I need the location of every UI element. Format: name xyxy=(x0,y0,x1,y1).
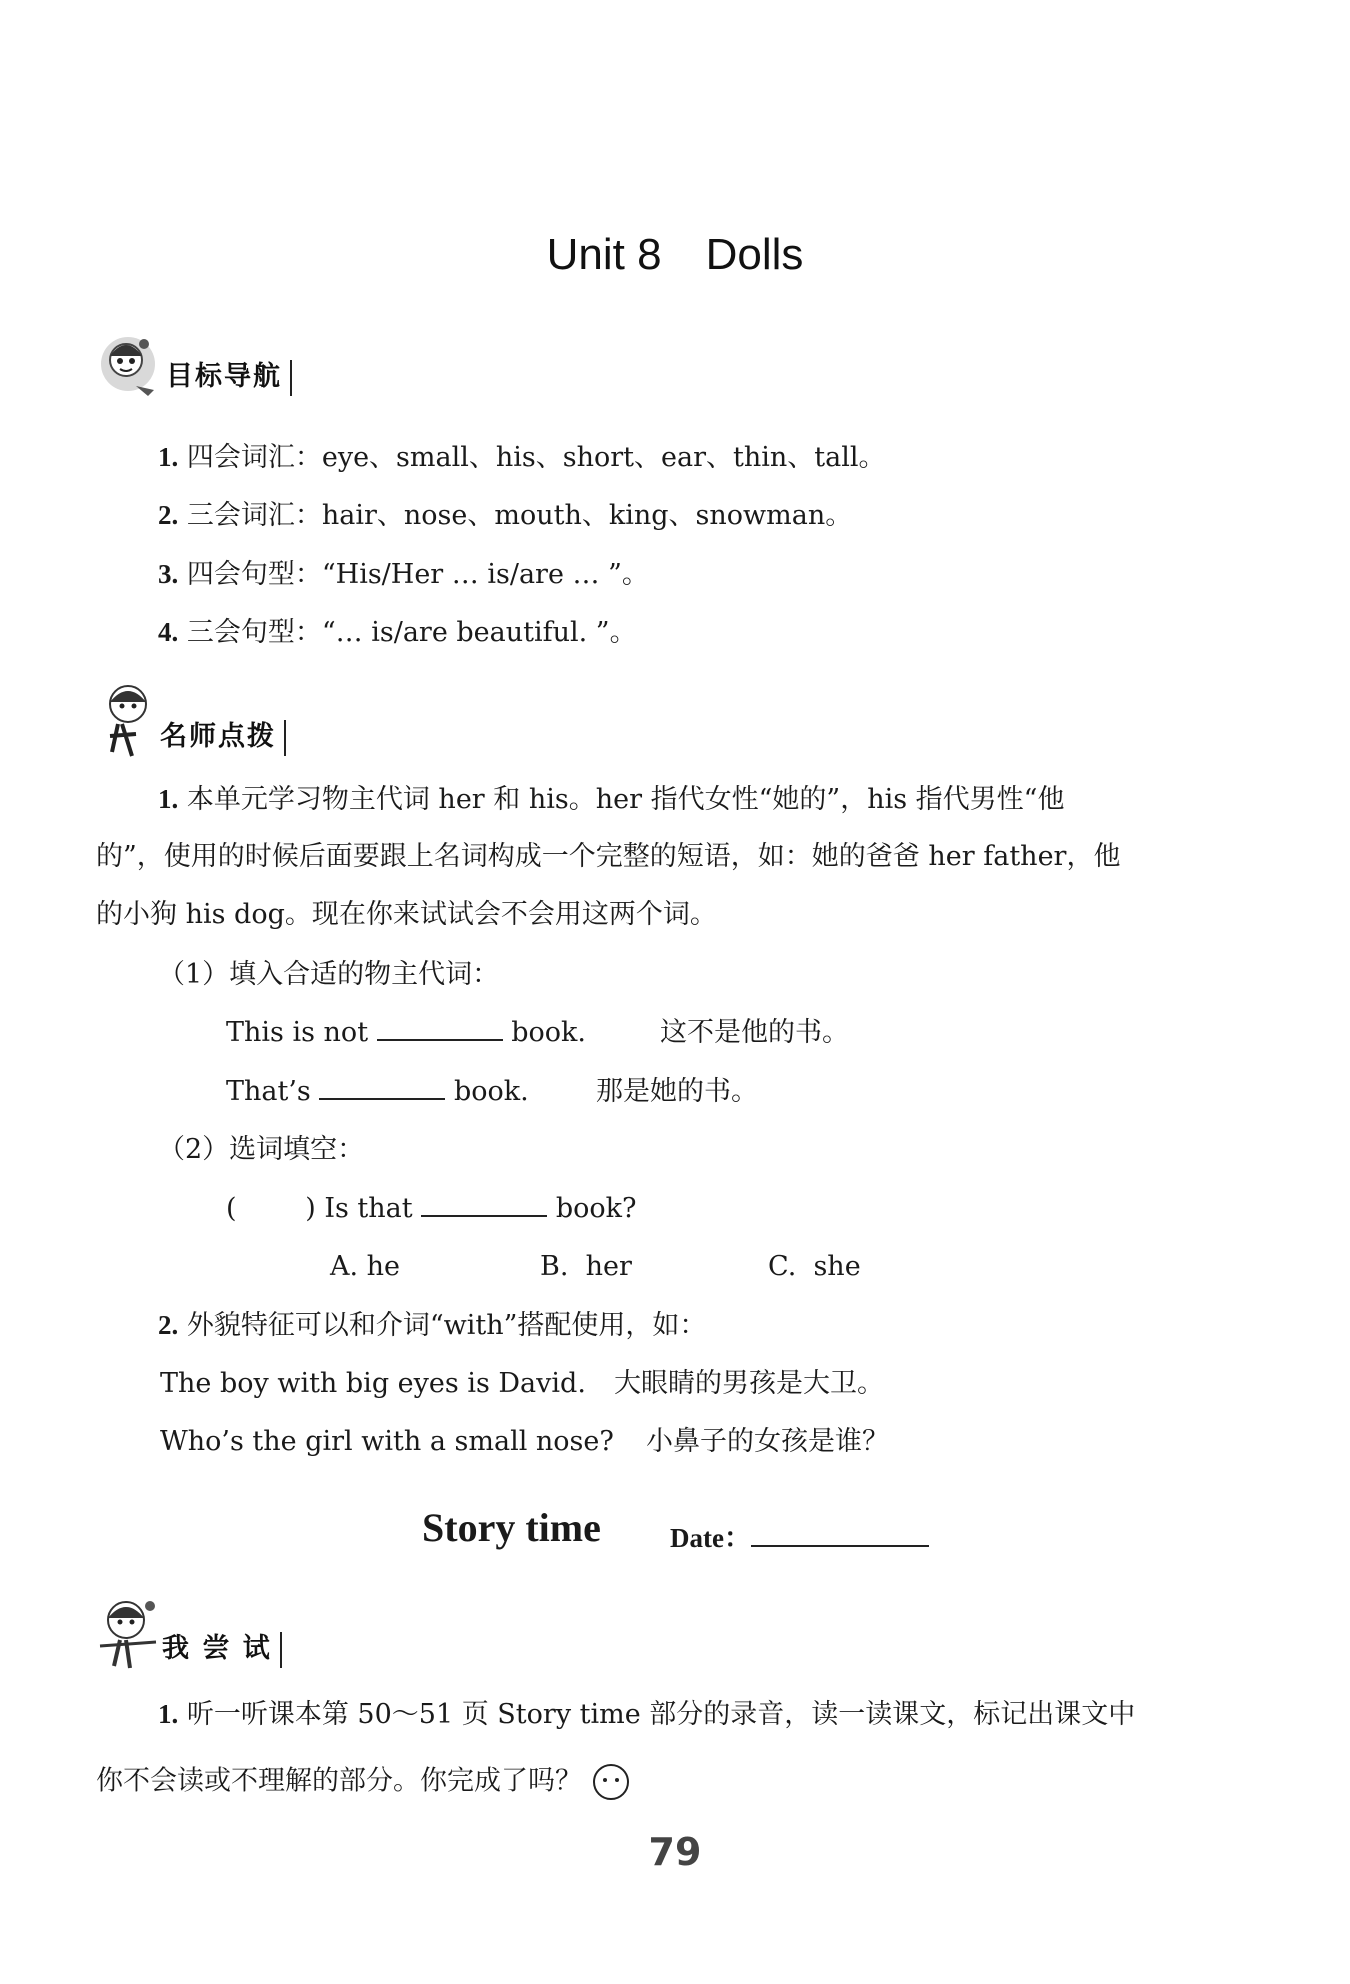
example-1-english: The boy with big eyes is David. xyxy=(160,1368,586,1399)
question-1-sentence-2: That’s book. xyxy=(226,1076,529,1107)
tips-paragraph-1-line-3: 的小狗 his dog。现在你来试试会不会用这两个词。 xyxy=(96,899,717,930)
teacher-mascot-icon xyxy=(100,680,162,760)
try-item-1-line-2: 你不会读或不理解的部分。你完成了吗？ xyxy=(96,1762,631,1802)
tips-paragraph-2-line-1: 2. 外貌特征可以和介词“with”搭配使用，如： xyxy=(158,1310,707,1341)
answer-blank[interactable] xyxy=(421,1193,547,1217)
date-field xyxy=(670,1516,929,1555)
answer-blank[interactable] xyxy=(377,1017,503,1041)
goal-item-4: 4. 三会句型：“… is/are beautiful. ”。 xyxy=(158,617,637,648)
example-2-english: Who’s the girl with a small nose? xyxy=(160,1426,614,1457)
tips-paragraph-1-line-1: 1. 本单元学习物主代词 her 和 his。her 指代女性“她的”，his 指代男性“他 xyxy=(158,784,1065,815)
page-number: 79 xyxy=(648,1830,702,1874)
unit-name: Dolls xyxy=(705,230,804,279)
girl-mascot-icon xyxy=(96,330,166,400)
answer-blank[interactable] xyxy=(319,1076,445,1100)
question-2-label: （2）选词填空： xyxy=(158,1134,365,1165)
smiley-face-icon[interactable] xyxy=(591,1762,631,1802)
goals-section-header xyxy=(96,330,326,400)
answer-parentheses[interactable]: ( ) xyxy=(226,1193,316,1224)
goal-item-3: 3. 四会句型：“His/Her … is/are … ”。 xyxy=(158,559,649,590)
tips-section-title: 名师点拨 xyxy=(160,720,286,756)
example-2-translation: 小鼻子的女孩是谁？ xyxy=(646,1426,889,1457)
tips-paragraph-1-line-2: 的”，使用的时候后面要跟上名词构成一个完整的短语，如：她的爸爸 her father，他 xyxy=(96,841,1121,872)
goal-item-2: 2. 三会词汇：hair、nose、mouth、king、snowman。 xyxy=(158,500,853,531)
question-1-sentence-2-translation: 那是她的书。 xyxy=(596,1076,758,1107)
unit-title xyxy=(0,230,1350,280)
tips-section-header xyxy=(100,680,330,760)
option-b: B. her xyxy=(540,1251,632,1282)
goals-section-title: 目标导航 xyxy=(166,360,292,396)
try-section-header xyxy=(96,1596,326,1672)
question-1-sentence-1: This is not book. xyxy=(226,1017,586,1048)
try-item-1-line-1: 1. 听一听课本第 50～51 页 Story time 部分的录音，读一读课文，标记出课文中 xyxy=(158,1699,1136,1730)
try-section-title: 我 尝 试 xyxy=(162,1632,282,1668)
date-input-line[interactable] xyxy=(751,1521,929,1547)
girl-mascot-icon xyxy=(96,1596,162,1672)
unit-number: Unit 8 xyxy=(546,230,662,279)
goal-item-1: 1. 四会词汇：eye、small、his、short、ear、thin、tall。 xyxy=(158,442,886,473)
date-label: Date： xyxy=(670,1523,751,1553)
question-1-sentence-1-translation: 这不是他的书。 xyxy=(660,1017,849,1048)
question-1-label: （1）填入合适的物主代词： xyxy=(158,959,500,990)
story-time-heading: Story time xyxy=(422,1505,601,1550)
option-c: C. she xyxy=(768,1251,861,1282)
option-a: A. he xyxy=(330,1251,401,1282)
example-1-translation: 大眼睛的男孩是大卫。 xyxy=(614,1368,884,1399)
question-2-sentence: ( ) Is that book? xyxy=(226,1193,637,1224)
